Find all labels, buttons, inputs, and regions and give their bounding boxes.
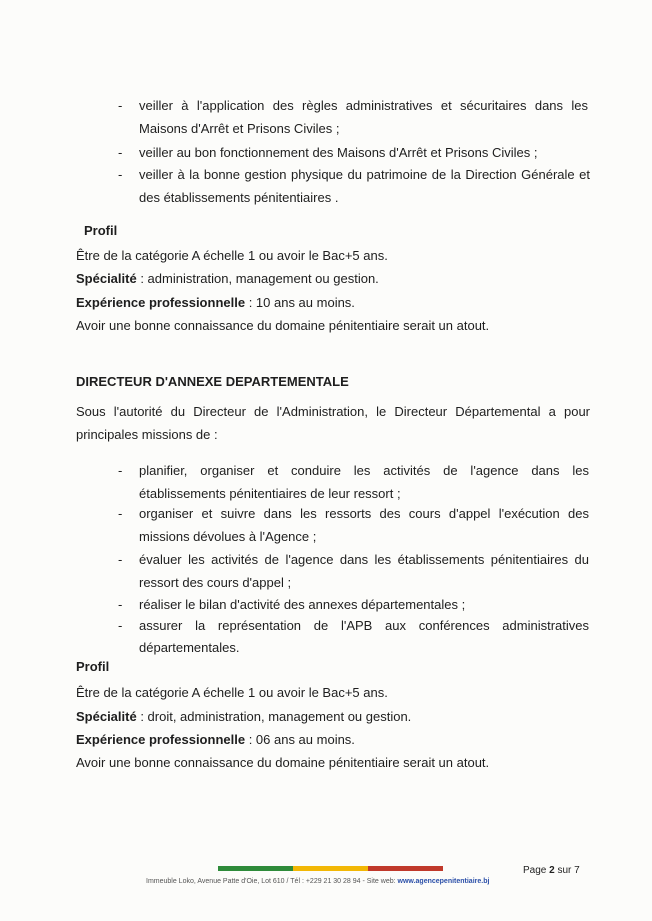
profil-heading: Profil <box>76 659 110 674</box>
section-intro: Sous l'autorité du Directeur de l'Administration, le Directeur Départemental a pour <box>76 404 590 419</box>
bullet-text: des établissements pénitentiaires . <box>139 190 339 205</box>
footer-bar-yellow <box>293 866 368 871</box>
experience-label: Expérience professionnelle <box>76 295 246 310</box>
section-title: DIRECTEUR D'ANNEXE DEPARTEMENTALE <box>76 374 349 389</box>
profil-category: Être de la catégorie A échelle 1 ou avoir le Bac+5 ans. <box>76 685 388 700</box>
page-number <box>523 865 580 876</box>
profil-category: Être de la catégorie A échelle 1 ou avoir le Bac+5 ans. <box>76 248 388 263</box>
page-label: Page <box>523 865 550 876</box>
bullet-dash: - <box>118 597 123 612</box>
bullet-text: réaliser le bilan d'activité des annexes départementales ; <box>139 597 466 612</box>
profil-knowledge: Avoir une bonne connaissance du domaine pénitentiaire serait un atout. <box>76 755 490 770</box>
page-total: 7 <box>574 865 580 876</box>
experience-label: Expérience professionnelle <box>76 732 246 747</box>
bullet-text: Maisons d'Arrêt et Prisons Civiles ; <box>139 121 340 136</box>
footer-bar-red <box>368 866 443 871</box>
bullet-dash: - <box>118 167 123 182</box>
bullet-text: veiller au bon fonctionnement des Maisons d'Arrêt et Prisons Civiles ; <box>139 145 538 160</box>
experience-value: : 10 ans au moins. <box>245 295 355 310</box>
bullet-text: missions dévolues à l'Agence ; <box>139 529 317 544</box>
footer-bar-green <box>218 866 293 871</box>
bullet-text: établissements pénitentiaires de leur ressort ; <box>139 486 401 501</box>
bullet-dash: - <box>118 98 123 113</box>
bullet-text: ressort des cours d'appel ; <box>139 575 292 590</box>
profil-experience <box>76 295 355 311</box>
bullet-text: organiser et suivre dans les ressorts des cours d'appel l'exécution des <box>139 506 589 521</box>
page-sep: sur <box>554 865 575 876</box>
bullet-text: assurer la représentation de l'APB aux conférences administratives <box>139 618 589 633</box>
specialite-value: : administration, management ou gestion. <box>136 271 379 286</box>
footer-website[interactable]: www.agencepenitentiaire.bj <box>397 878 490 885</box>
bullet-dash: - <box>118 506 123 521</box>
specialite-label: Spécialité <box>76 271 137 286</box>
bullet-text: planifier, organiser et conduire les activités de l'agence dans les <box>139 463 589 478</box>
footer-address-text: Immeuble Loko, Avenue Patte d'Oie, Lot 610 / Tél : +229 21 30 28 94 - Site web: <box>146 878 398 885</box>
section-intro: principales missions de : <box>76 427 218 442</box>
footer-address <box>146 878 489 885</box>
bullet-text: veiller à l'application des règles administratives et sécuritaires dans les <box>139 98 588 113</box>
profil-specialite <box>76 271 379 287</box>
specialite-value: : droit, administration, management ou gestion. <box>136 709 412 724</box>
profil-knowledge: Avoir une bonne connaissance du domaine pénitentiaire serait un atout. <box>76 318 490 333</box>
bullet-text: évaluer les activités de l'agence dans les établissements pénitentiaires du <box>139 552 589 567</box>
bullet-text: départementales. <box>139 640 240 655</box>
page-current: 2 <box>549 865 555 876</box>
specialite-label: Spécialité <box>76 709 137 724</box>
bullet-dash: - <box>118 145 123 160</box>
bullet-dash: - <box>118 463 123 478</box>
bullet-dash: - <box>118 618 123 633</box>
experience-value: : 06 ans au moins. <box>245 732 355 747</box>
profil-heading: Profil <box>84 223 118 238</box>
profil-experience <box>76 732 355 748</box>
bullet-text: veiller à la bonne gestion physique du patrimoine de la Direction Générale et <box>139 167 590 182</box>
bullet-dash: - <box>118 552 123 567</box>
profil-specialite <box>76 709 411 725</box>
